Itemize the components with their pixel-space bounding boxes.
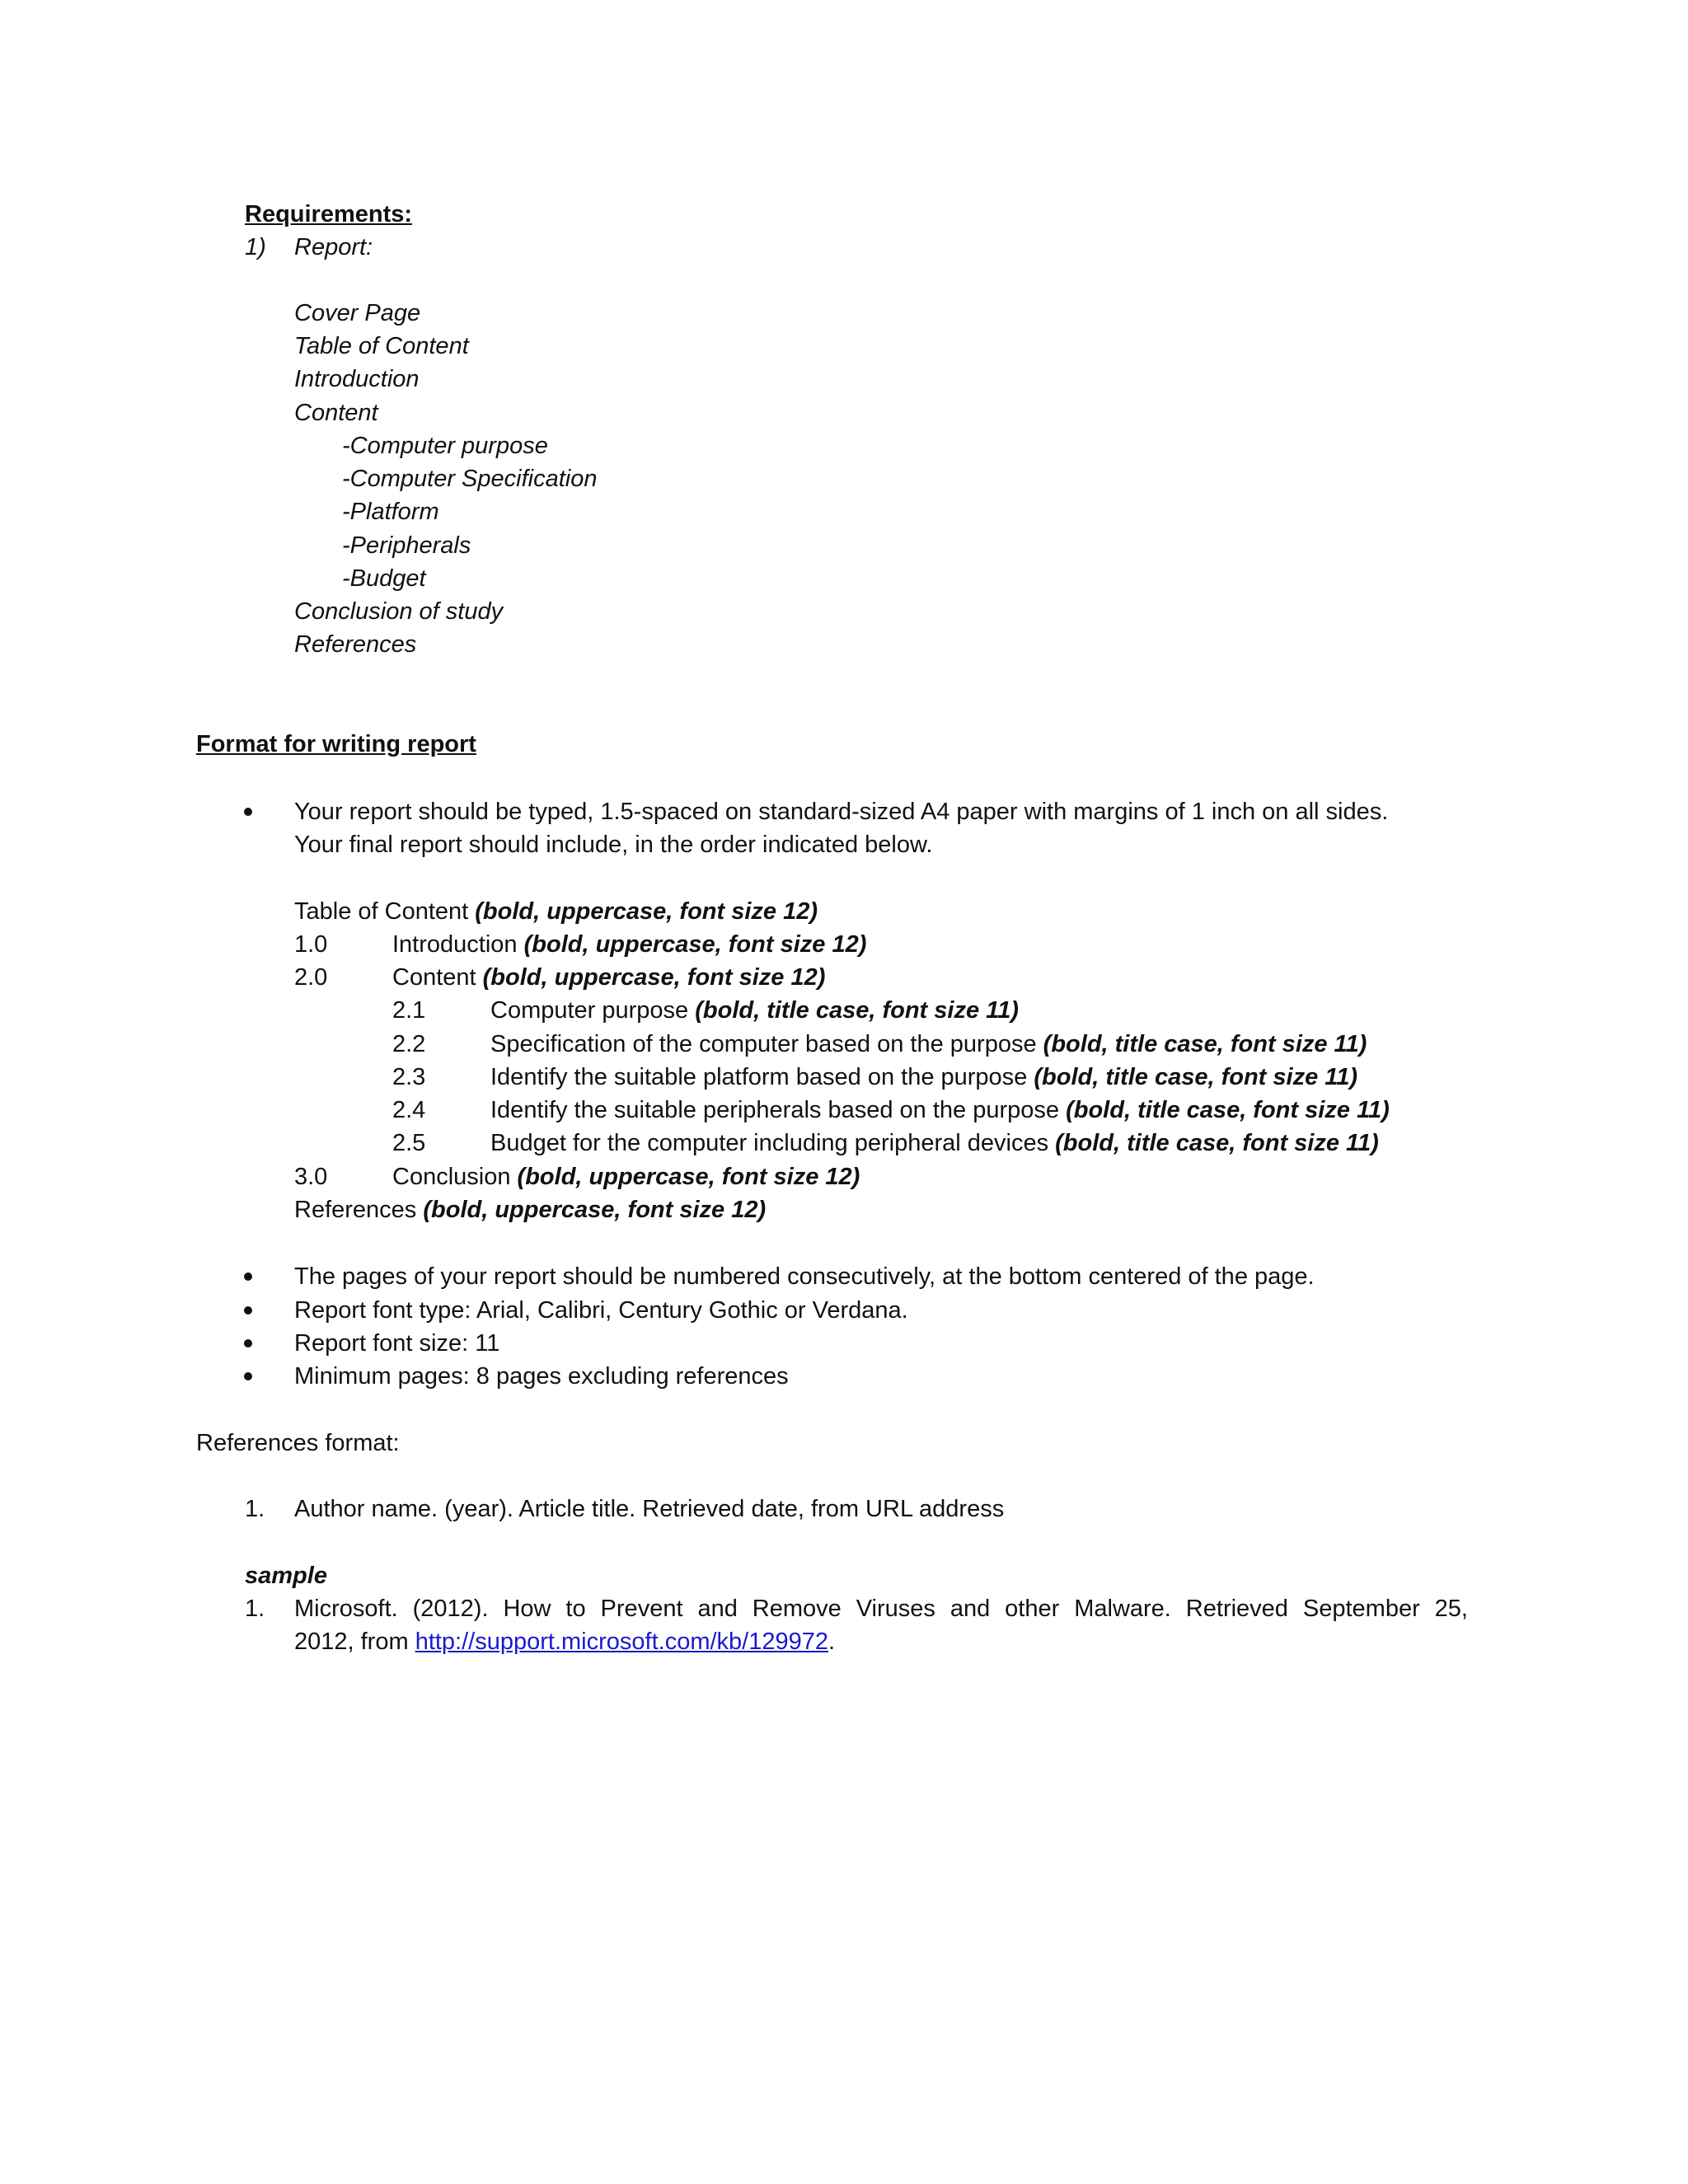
format-bullet-text: Your final report should include, in the order indicated below. bbox=[294, 832, 933, 858]
toc-references-label: References bbox=[294, 1197, 417, 1223]
sample-item-text: 2012, from bbox=[294, 1629, 415, 1655]
toc-number: 2.1 bbox=[392, 997, 426, 1024]
outline-subitem: -Computer Specification bbox=[342, 466, 598, 492]
outline-item: Conclusion of study bbox=[294, 598, 504, 625]
toc-number: 2.0 bbox=[294, 964, 328, 991]
sample-item-line bbox=[294, 1627, 835, 1657]
outline-subitem: -Computer purpose bbox=[342, 433, 548, 459]
toc-subsection bbox=[490, 1062, 1357, 1092]
toc-subsection-note: (bold, title case, font size 11) bbox=[695, 997, 1019, 1024]
outline-subitem: -Peripherals bbox=[342, 532, 471, 559]
references-item-text: Author name. (year). Article title. Retrieved date, from URL address bbox=[294, 1496, 1005, 1522]
outline-item: Table of Content bbox=[294, 333, 469, 359]
toc-number: 2.3 bbox=[392, 1064, 426, 1090]
toc-subsection bbox=[490, 1128, 1379, 1158]
bullet-dot bbox=[244, 808, 252, 816]
toc-section-label: Content bbox=[392, 964, 476, 991]
toc-number: 2.2 bbox=[392, 1031, 426, 1057]
bullet-dot bbox=[244, 1272, 252, 1281]
toc-subsection-note: (bold, title case, font size 11) bbox=[1034, 1064, 1358, 1090]
toc-number: 2.5 bbox=[392, 1130, 426, 1156]
format-heading: Format for writing report bbox=[196, 731, 476, 757]
format-bullet-text: Report font size: 11 bbox=[294, 1330, 500, 1357]
toc-section-note: (bold, uppercase, font size 12) bbox=[523, 931, 867, 958]
toc-references bbox=[294, 1195, 766, 1225]
toc-subsection-note: (bold, title case, font size 11) bbox=[1043, 1031, 1367, 1057]
outline-subitem: -Platform bbox=[342, 499, 439, 525]
bullet-dot bbox=[244, 1306, 252, 1315]
toc-subsection-label: Identify the suitable platform based on the purpose bbox=[490, 1064, 1028, 1090]
requirements-item-number: 1) bbox=[245, 234, 266, 260]
outline-item: Introduction bbox=[294, 366, 420, 392]
requirements-heading: Requirements: bbox=[245, 201, 413, 227]
toc-number: 1.0 bbox=[294, 931, 328, 958]
sample-item-number: 1. bbox=[245, 1596, 265, 1622]
format-bullet-text: Your report should be typed, 1.5-spaced on standard-sized A4 paper with margins of 1 inch on all sides. bbox=[294, 799, 1389, 825]
bullet-dot bbox=[244, 1372, 252, 1380]
toc-section bbox=[392, 1162, 860, 1192]
references-item-number: 1. bbox=[245, 1496, 265, 1522]
toc-subsection-label: Identify the suitable peripherals based on the purpose bbox=[490, 1097, 1060, 1123]
sample-item-text: . bbox=[828, 1629, 836, 1655]
outline-item: References bbox=[294, 631, 417, 658]
toc-section bbox=[392, 930, 866, 959]
outline-subitem: -Budget bbox=[342, 565, 426, 592]
toc-section-label: Conclusion bbox=[392, 1164, 511, 1190]
toc-subsection-note: (bold, title case, font size 11) bbox=[1066, 1097, 1390, 1123]
sample-item-line: Microsoft. (2012). How to Prevent and Remove Viruses and other Malware. Retrieved September 25, bbox=[294, 1596, 1468, 1622]
toc-references-note: (bold, uppercase, font size 12) bbox=[423, 1197, 767, 1223]
toc-subsection-label: Budget for the computer including peripheral devices bbox=[490, 1130, 1049, 1156]
toc-section-note: (bold, uppercase, font size 12) bbox=[482, 964, 826, 991]
format-bullet-text: The pages of your report should be numbered consecutively, at the bottom centered of the page. bbox=[294, 1263, 1315, 1290]
outline-item: Content bbox=[294, 400, 378, 426]
toc-subsection-label: Computer purpose bbox=[490, 997, 689, 1024]
sample-reference-link[interactable]: http://support.microsoft.com/kb/129972 bbox=[415, 1629, 828, 1655]
format-bullet-text: Minimum pages: 8 pages excluding references bbox=[294, 1363, 789, 1390]
sample-label: sample bbox=[245, 1563, 327, 1589]
toc-subsection bbox=[490, 996, 1019, 1025]
toc-head-label: Table of Content bbox=[294, 898, 469, 925]
format-bullet-text: Report font type: Arial, Calibri, Century Gothic or Verdana. bbox=[294, 1297, 908, 1324]
toc-subsection-note: (bold, title case, font size 11) bbox=[1055, 1130, 1379, 1156]
bullet-dot bbox=[244, 1339, 252, 1347]
toc-subsection-label: Specification of the computer based on the purpose bbox=[490, 1031, 1037, 1057]
toc-head-note: (bold, uppercase, font size 12) bbox=[475, 898, 818, 925]
toc-section-label: Introduction bbox=[392, 931, 518, 958]
toc-subsection bbox=[490, 1095, 1390, 1125]
toc-section bbox=[392, 963, 825, 992]
toc-subsection bbox=[490, 1029, 1367, 1059]
toc-number: 3.0 bbox=[294, 1164, 328, 1190]
requirements-item-label: Report: bbox=[294, 234, 373, 260]
outline-item: Cover Page bbox=[294, 300, 421, 326]
references-format-heading: References format: bbox=[196, 1430, 400, 1456]
toc-section-note: (bold, uppercase, font size 12) bbox=[517, 1164, 860, 1190]
toc-head bbox=[294, 897, 818, 926]
toc-number: 2.4 bbox=[392, 1097, 426, 1123]
